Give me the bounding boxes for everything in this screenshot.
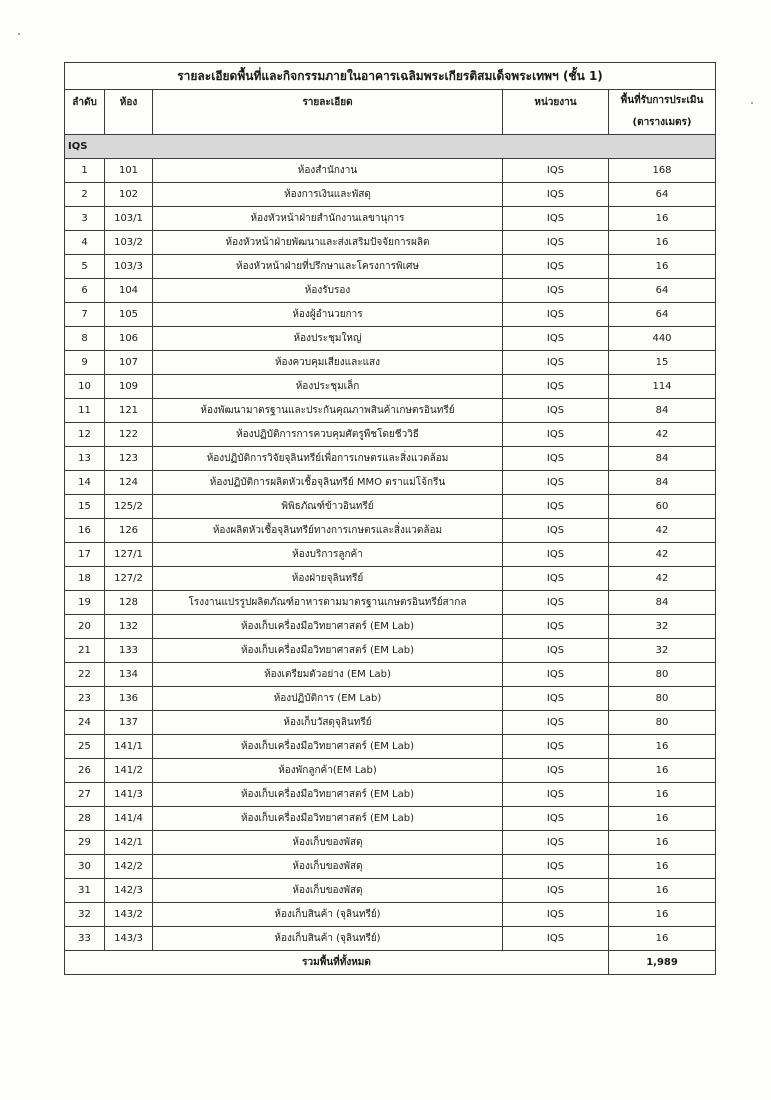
table-row [65, 687, 716, 711]
cell-room: 124 [105, 471, 153, 495]
cell-room: 143/2 [105, 903, 153, 927]
cell-detail: ห้องปฏิบัติการการควบคุมศัตรูพืชโดยชีววิธี [153, 423, 503, 447]
cell-seq: 19 [65, 591, 105, 615]
cell-room: 104 [105, 279, 153, 303]
cell-detail: ห้องเก็บเครื่องมือวิทยาศาสตร์ (EM Lab) [153, 735, 503, 759]
cell-unit: IQS [503, 447, 609, 471]
cell-detail: ห้องเก็บเครื่องมือวิทยาศาสตร์ (EM Lab) [153, 615, 503, 639]
cell-room: 127/2 [105, 567, 153, 591]
cell-room: 134 [105, 663, 153, 687]
cell-seq: 6 [65, 279, 105, 303]
cell-unit: IQS [503, 831, 609, 855]
cell-room: 106 [105, 327, 153, 351]
cell-unit: IQS [503, 375, 609, 399]
cell-seq: 23 [65, 687, 105, 711]
cell-detail: ห้องผู้อำนวยการ [153, 303, 503, 327]
header-area-line1: พื้นที่รับการประเมิน [620, 95, 704, 106]
cell-detail: ห้องเก็บสินค้า (จุลินทรีย์) [153, 903, 503, 927]
cell-area: 16 [609, 255, 716, 279]
cell-unit: IQS [503, 927, 609, 951]
cell-detail: ห้องผลิตหัวเชื้อจุลินทรีย์ทางการเกษตรและสิ่งแวดล้อม [153, 519, 503, 543]
cell-detail: ห้องพัฒนามาตรฐานและประกันคุณภาพสินค้าเกษตรอินทรีย์ [153, 399, 503, 423]
table-row [65, 783, 716, 807]
cell-seq: 27 [65, 783, 105, 807]
cell-room: 128 [105, 591, 153, 615]
cell-area: 64 [609, 303, 716, 327]
cell-unit: IQS [503, 327, 609, 351]
cell-unit: IQS [503, 903, 609, 927]
cell-area: 168 [609, 159, 716, 183]
cell-unit: IQS [503, 783, 609, 807]
table-row [65, 879, 716, 903]
cell-detail: ห้องหัวหน้าฝ่ายสำนักงานเลขานุการ [153, 207, 503, 231]
cell-room: 137 [105, 711, 153, 735]
table-row [65, 591, 716, 615]
cell-unit: IQS [503, 687, 609, 711]
cell-detail: ห้องปฏิบัติการผลิตหัวเชื้อจุลินทรีย์ MMO ตราแม่โจ้กรีน [153, 471, 503, 495]
cell-room: 103/3 [105, 255, 153, 279]
total-label: รวมพื้นที่ทั้งหมด [65, 951, 609, 975]
cell-seq: 10 [65, 375, 105, 399]
cell-room: 136 [105, 687, 153, 711]
cell-seq: 29 [65, 831, 105, 855]
cell-room: 125/2 [105, 495, 153, 519]
header-detail: รายละเอียด [153, 90, 503, 135]
cell-detail: ห้องประชุมเล็ก [153, 375, 503, 399]
table-row [65, 855, 716, 879]
cell-room: 109 [105, 375, 153, 399]
cell-unit: IQS [503, 255, 609, 279]
header-room: ห้อง [105, 90, 153, 135]
cell-area: 16 [609, 759, 716, 783]
cell-area: 16 [609, 783, 716, 807]
cell-unit: IQS [503, 543, 609, 567]
table-row [65, 159, 716, 183]
cell-area: 84 [609, 447, 716, 471]
cell-detail: พิพิธภัณฑ์ข้าวอินทรีย์ [153, 495, 503, 519]
cell-area: 84 [609, 591, 716, 615]
cell-seq: 14 [65, 471, 105, 495]
cell-seq: 26 [65, 759, 105, 783]
cell-unit: IQS [503, 519, 609, 543]
cell-seq: 22 [65, 663, 105, 687]
table-row [65, 903, 716, 927]
cell-area: 42 [609, 423, 716, 447]
cell-room: 141/4 [105, 807, 153, 831]
cell-unit: IQS [503, 279, 609, 303]
cell-area: 84 [609, 471, 716, 495]
cell-room: 142/3 [105, 879, 153, 903]
cell-room: 126 [105, 519, 153, 543]
section-label: IQS [65, 135, 716, 159]
cell-seq: 31 [65, 879, 105, 903]
table-row [65, 735, 716, 759]
cell-detail: ห้องปฏิบัติการวิจัยจุลินทรีย์เพื่อการเกษตรและสิ่งแวดล้อม [153, 447, 503, 471]
table-row [65, 567, 716, 591]
cell-seq: 32 [65, 903, 105, 927]
table-row [65, 351, 716, 375]
table-row [65, 207, 716, 231]
table-row [65, 519, 716, 543]
cell-detail: ห้องเก็บเครื่องมือวิทยาศาสตร์ (EM Lab) [153, 783, 503, 807]
table-row [65, 255, 716, 279]
cell-seq: 9 [65, 351, 105, 375]
cell-room: 141/2 [105, 759, 153, 783]
table-row [65, 471, 716, 495]
cell-detail: ห้องบริการลูกค้า [153, 543, 503, 567]
cell-seq: 21 [65, 639, 105, 663]
cell-seq: 30 [65, 855, 105, 879]
cell-seq: 25 [65, 735, 105, 759]
cell-area: 16 [609, 879, 716, 903]
table-row [65, 279, 716, 303]
scan-speck [18, 33, 20, 35]
cell-unit: IQS [503, 423, 609, 447]
cell-detail: ห้องเก็บของพัสดุ [153, 879, 503, 903]
cell-room: 121 [105, 399, 153, 423]
cell-unit: IQS [503, 159, 609, 183]
cell-unit: IQS [503, 879, 609, 903]
cell-seq: 28 [65, 807, 105, 831]
cell-unit: IQS [503, 495, 609, 519]
cell-seq: 3 [65, 207, 105, 231]
cell-detail: ห้องเก็บวัสดุจุลินทรีย์ [153, 711, 503, 735]
cell-room: 142/1 [105, 831, 153, 855]
cell-seq: 5 [65, 255, 105, 279]
cell-area: 80 [609, 711, 716, 735]
cell-room: 141/3 [105, 783, 153, 807]
cell-seq: 16 [65, 519, 105, 543]
cell-area: 42 [609, 519, 716, 543]
cell-area: 80 [609, 663, 716, 687]
cell-unit: IQS [503, 183, 609, 207]
cell-unit: IQS [503, 615, 609, 639]
cell-unit: IQS [503, 303, 609, 327]
cell-seq: 13 [65, 447, 105, 471]
cell-room: 102 [105, 183, 153, 207]
table-row [65, 423, 716, 447]
cell-seq: 8 [65, 327, 105, 351]
cell-unit: IQS [503, 399, 609, 423]
cell-area: 32 [609, 639, 716, 663]
header-row [65, 90, 716, 135]
cell-room: 101 [105, 159, 153, 183]
cell-area: 42 [609, 543, 716, 567]
cell-seq: 33 [65, 927, 105, 951]
cell-unit: IQS [503, 807, 609, 831]
header-area-line2: (ตารางเมตร) [632, 117, 692, 128]
cell-room: 107 [105, 351, 153, 375]
cell-area: 16 [609, 807, 716, 831]
cell-room: 143/3 [105, 927, 153, 951]
table-row [65, 327, 716, 351]
cell-room: 142/2 [105, 855, 153, 879]
cell-unit: IQS [503, 711, 609, 735]
scan-speck [751, 102, 753, 104]
cell-detail: ห้องเก็บเครื่องมือวิทยาศาสตร์ (EM Lab) [153, 807, 503, 831]
cell-room: 132 [105, 615, 153, 639]
table-row [65, 543, 716, 567]
total-value: 1,989 [609, 951, 716, 975]
cell-unit: IQS [503, 639, 609, 663]
table-row [65, 759, 716, 783]
cell-seq: 20 [65, 615, 105, 639]
cell-seq: 15 [65, 495, 105, 519]
cell-seq: 11 [65, 399, 105, 423]
cell-detail: ห้องเก็บเครื่องมือวิทยาศาสตร์ (EM Lab) [153, 639, 503, 663]
cell-area: 80 [609, 687, 716, 711]
table-row [65, 831, 716, 855]
section-row [65, 135, 716, 159]
cell-detail: ห้องเก็บสินค้า (จุลินทรีย์) [153, 927, 503, 951]
cell-detail: ห้องพักลูกค้า(EM Lab) [153, 759, 503, 783]
cell-seq: 4 [65, 231, 105, 255]
cell-room: 127/1 [105, 543, 153, 567]
cell-unit: IQS [503, 759, 609, 783]
cell-area: 84 [609, 399, 716, 423]
cell-room: 123 [105, 447, 153, 471]
cell-seq: 12 [65, 423, 105, 447]
cell-room: 133 [105, 639, 153, 663]
cell-seq: 17 [65, 543, 105, 567]
cell-unit: IQS [503, 735, 609, 759]
cell-area: 114 [609, 375, 716, 399]
cell-seq: 7 [65, 303, 105, 327]
cell-seq: 18 [65, 567, 105, 591]
table-row [65, 663, 716, 687]
cell-detail: ห้องเตรียมตัวอย่าง (EM Lab) [153, 663, 503, 687]
document-title: รายละเอียดพื้นที่และกิจกรรมภายในอาคารเฉลิมพระเกียรติสมเด็จพระเทพฯ (ชั้น 1) [65, 63, 716, 90]
cell-detail: ห้องควบคุมเสียงและแสง [153, 351, 503, 375]
cell-seq: 2 [65, 183, 105, 207]
table-row [65, 375, 716, 399]
cell-detail: ห้องฝ่ายจุลินทรีย์ [153, 567, 503, 591]
table-row [65, 711, 716, 735]
cell-area: 16 [609, 735, 716, 759]
cell-unit: IQS [503, 471, 609, 495]
cell-detail: ห้องประชุมใหญ่ [153, 327, 503, 351]
cell-unit: IQS [503, 231, 609, 255]
cell-unit: IQS [503, 351, 609, 375]
cell-detail: โรงงานแปรรูปผลิตภัณฑ์อาหารตามมาตรฐานเกษตรอินทรีย์สากล [153, 591, 503, 615]
cell-detail: ห้องเก็บของพัสดุ [153, 855, 503, 879]
cell-area: 60 [609, 495, 716, 519]
cell-detail: ห้องรับรอง [153, 279, 503, 303]
cell-room: 141/1 [105, 735, 153, 759]
cell-unit: IQS [503, 663, 609, 687]
cell-detail: ห้องเก็บของพัสดุ [153, 831, 503, 855]
cell-room: 103/1 [105, 207, 153, 231]
cell-room: 105 [105, 303, 153, 327]
cell-unit: IQS [503, 855, 609, 879]
cell-area: 64 [609, 279, 716, 303]
table-row [65, 399, 716, 423]
table-row [65, 807, 716, 831]
cell-area: 16 [609, 231, 716, 255]
cell-seq: 1 [65, 159, 105, 183]
total-row [65, 951, 716, 975]
table-row [65, 615, 716, 639]
cell-detail: ห้องหัวหน้าฝ่ายที่ปรึกษาและโครงการพิเศษ [153, 255, 503, 279]
cell-unit: IQS [503, 207, 609, 231]
header-seq: ลำดับ [65, 90, 105, 135]
cell-room: 103/2 [105, 231, 153, 255]
cell-area: 440 [609, 327, 716, 351]
cell-area: 16 [609, 855, 716, 879]
table-row [65, 639, 716, 663]
table-row [65, 447, 716, 471]
table-row [65, 303, 716, 327]
cell-area: 16 [609, 207, 716, 231]
cell-area: 16 [609, 903, 716, 927]
cell-detail: ห้องการเงินและพัสดุ [153, 183, 503, 207]
cell-area: 42 [609, 567, 716, 591]
cell-seq: 24 [65, 711, 105, 735]
cell-area: 15 [609, 351, 716, 375]
area-table [64, 62, 716, 975]
table-row [65, 231, 716, 255]
cell-area: 32 [609, 615, 716, 639]
cell-unit: IQS [503, 591, 609, 615]
cell-area: 16 [609, 831, 716, 855]
cell-detail: ห้องปฏิบัติการ (EM Lab) [153, 687, 503, 711]
cell-room: 122 [105, 423, 153, 447]
cell-area: 16 [609, 927, 716, 951]
header-unit: หน่วยงาน [503, 90, 609, 135]
cell-area: 64 [609, 183, 716, 207]
table-row [65, 927, 716, 951]
table-row [65, 183, 716, 207]
cell-unit: IQS [503, 567, 609, 591]
header-area [609, 90, 716, 135]
cell-detail: ห้องหัวหน้าฝ่ายพัฒนาและส่งเสริมปัจจัยการผลิต [153, 231, 503, 255]
table-row [65, 495, 716, 519]
cell-detail: ห้องสำนักงาน [153, 159, 503, 183]
